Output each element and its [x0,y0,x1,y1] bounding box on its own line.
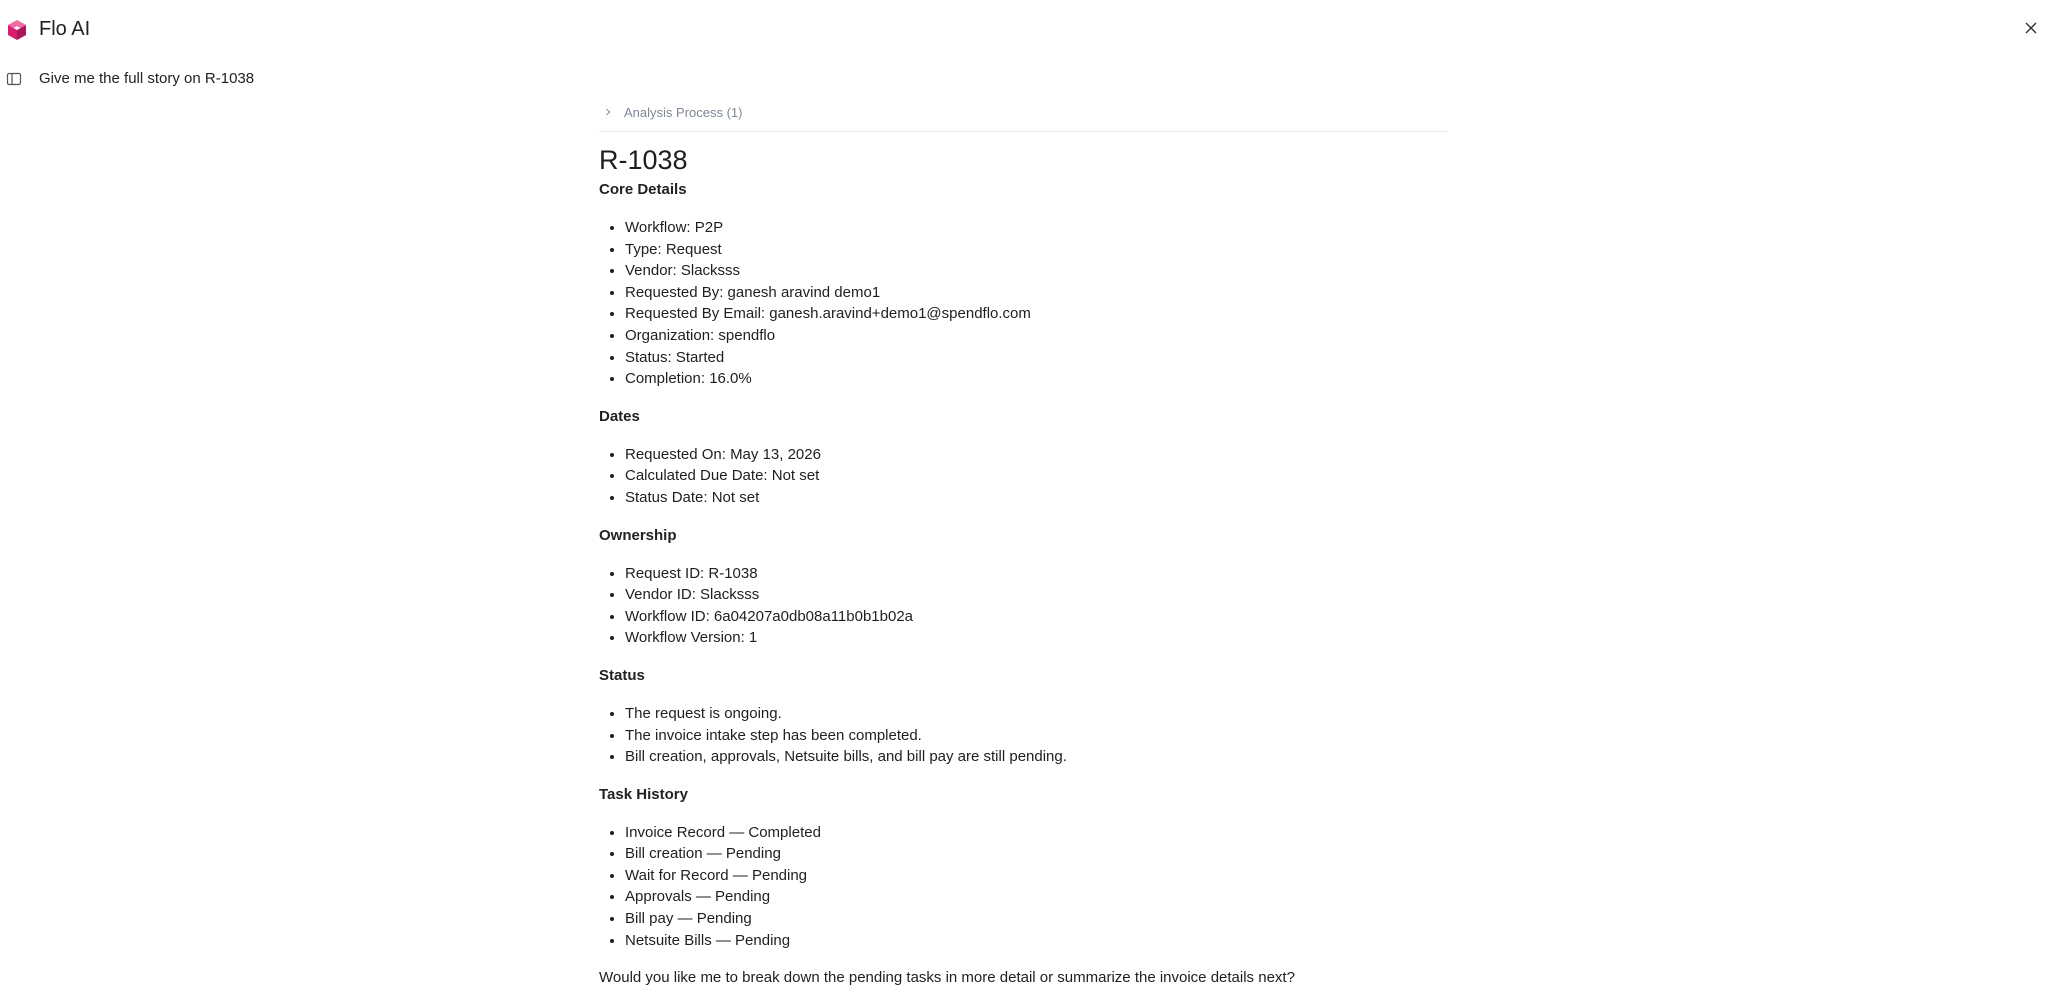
task-history-list [599,822,1447,952]
list-item: • The request is ongoing. [625,703,1447,725]
sidebar-panel-icon[interactable] [6,71,22,87]
analysis-process-toggle[interactable] [599,100,1447,124]
list-item: • Bill pay — Pending [625,908,1447,930]
list-item: • Vendor ID: Slacksss [625,584,1447,606]
list-item: • Calculated Due Date: Not set [625,465,1447,487]
analysis-process-label: Analysis Process (1) [624,104,743,120]
list-item: • Wait for Record — Pending [625,865,1447,887]
list-item: • Status Date: Not set [625,487,1447,509]
ownership-list [599,563,1447,649]
chat-title: Give me the full story on R-1038 [39,70,255,87]
response-content [599,100,1447,1004]
list-item: • Workflow Version: 1 [625,627,1447,649]
flo-ai-logo-icon [7,19,27,41]
section-heading-task-history: Task History [599,785,688,803]
list-item: • Completion: 16.0% [625,368,1447,390]
list-item: • Bill creation — Pending [625,843,1447,865]
list-item: • Organization: spendflo [625,325,1447,347]
divider [599,131,1447,132]
list-item: • Workflow ID: 6a04207a0db08a11b0b1b02a [625,606,1447,628]
status-list [599,703,1447,768]
section-heading-core-details: Core Details [599,181,687,198]
dates-list [599,444,1447,509]
list-item: • Requested By: ganesh aravind demo1 [625,282,1447,304]
close-icon[interactable] [2022,19,2040,37]
list-item: • The invoice intake step has been completed. [625,725,1447,747]
header [0,0,2048,58]
list-item: • Workflow: P2P [625,217,1447,239]
list-item: • Status: Started [625,347,1447,369]
list-item: • Bill creation, approvals, Netsuite bills, and bill pay are still pending. [625,746,1447,768]
list-item: • Netsuite Bills — Pending [625,930,1447,952]
report-title: R-1038 [599,145,688,175]
section-heading-dates: Dates [599,407,640,425]
list-item: • Request ID: R-1038 [625,563,1447,585]
section-heading-ownership: Ownership [599,526,677,544]
app-title: Flo AI [39,18,91,40]
list-item: • Vendor: Slacksss [625,260,1447,282]
chevron-right-icon [602,106,614,118]
list-item: • Invoice Record — Completed [625,822,1447,844]
list-item: • Approvals — Pending [625,886,1447,908]
list-item: • Type: Request [625,239,1447,261]
list-item: • Requested By Email: ganesh.aravind+demo1@spendflo.com [625,303,1447,325]
closing-question: Would you like me to break down the pending tasks in more detail or summarize the invoice details next? [599,969,1295,987]
list-item: • Requested On: May 13, 2026 [625,444,1447,466]
core-details-list [599,217,1447,390]
section-heading-status: Status [599,666,645,684]
